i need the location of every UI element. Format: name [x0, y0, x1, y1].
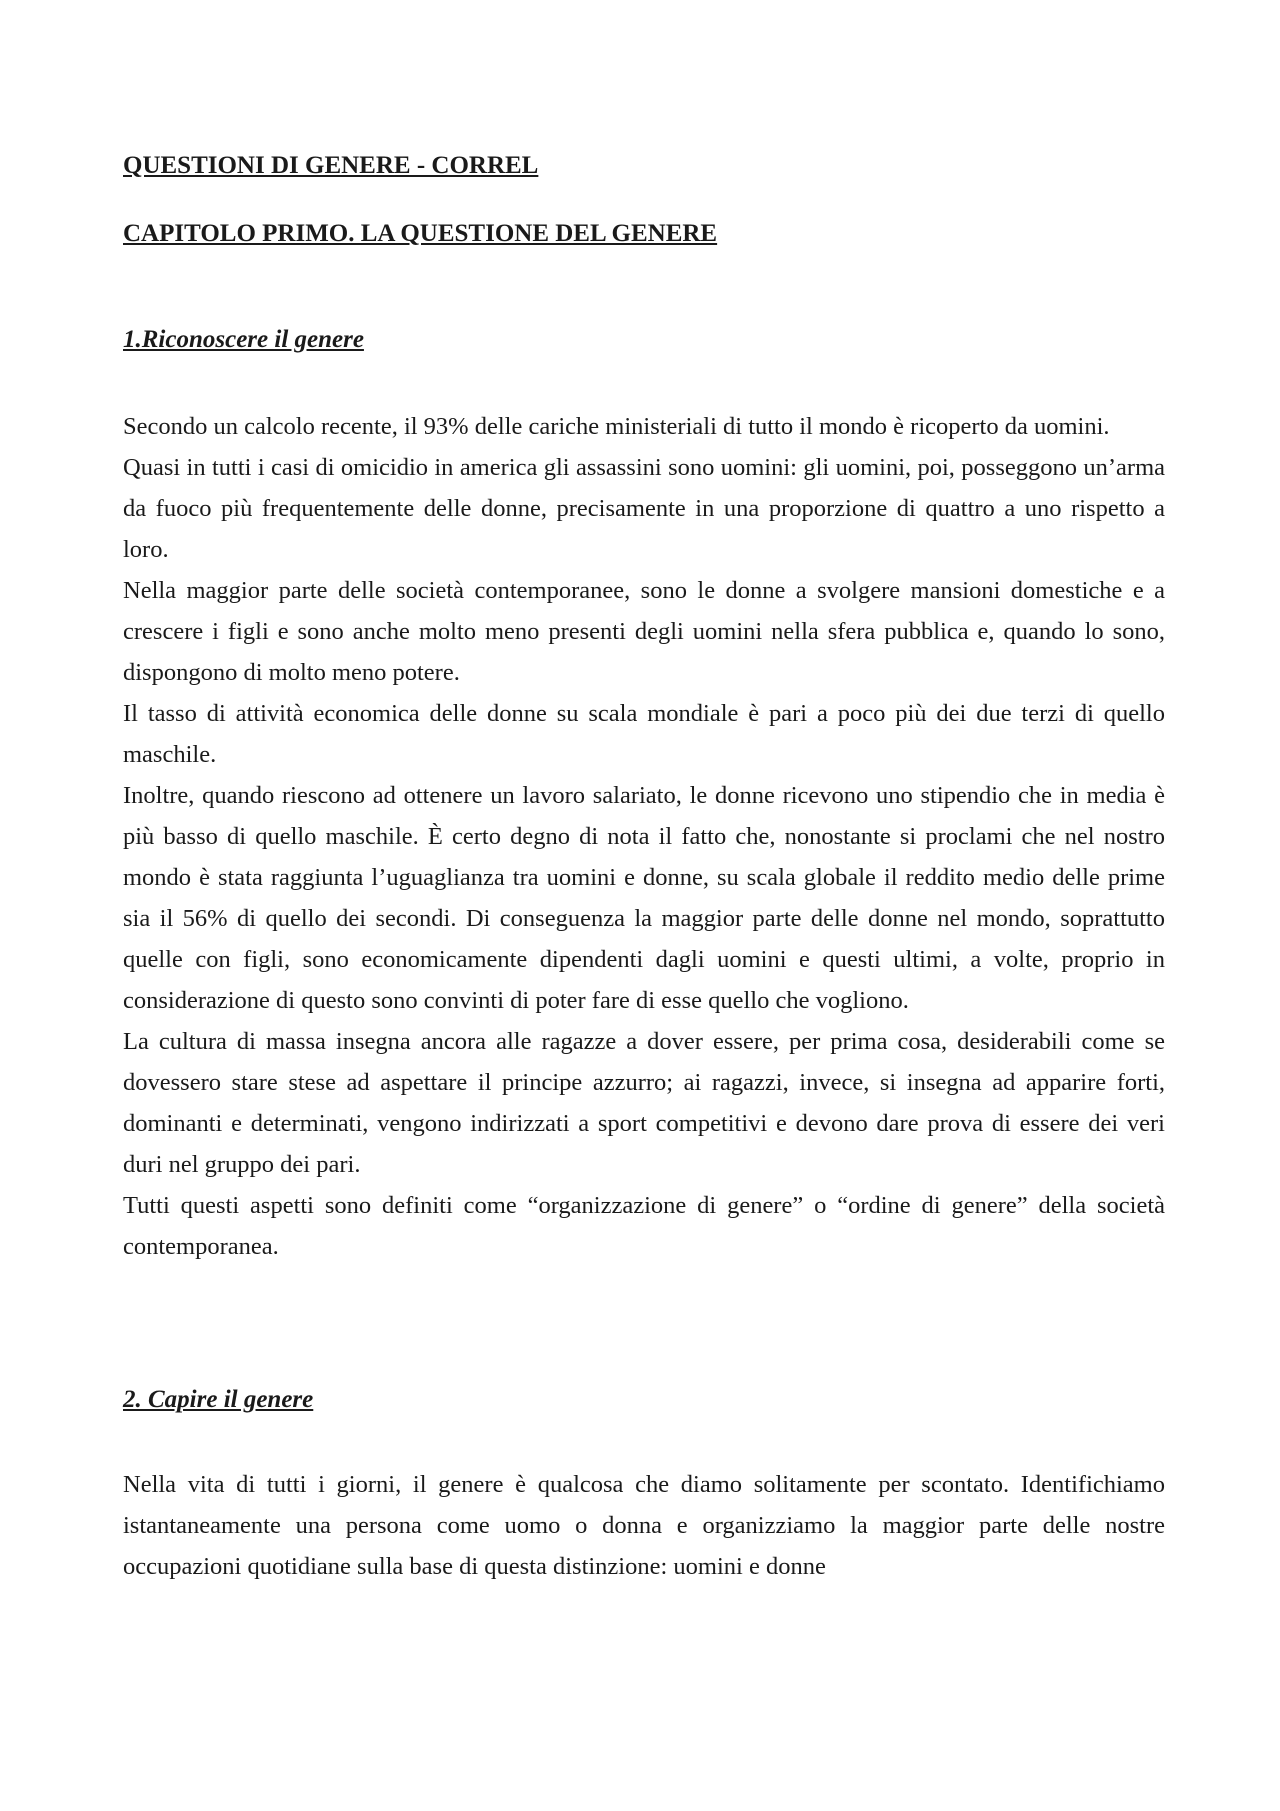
paragraph: Quasi in tutti i casi di omicidio in america gli assassini sono uomini: gli uomini, poi, posseggono un’arma da fuoco più frequentemente delle donne, precisamente in una proporzione di quattro a uno rispetto a loro.: [123, 454, 1165, 563]
paragraph: Il tasso di attività economica delle donne su scala mondiale è pari a poco più dei due terzi di quello maschile.: [123, 700, 1165, 768]
document-page: [123, 150, 1165, 1587]
section-1-body: [123, 406, 1165, 1267]
section-1-heading: 1.Riconoscere il genere: [123, 326, 364, 353]
paragraph: Nella maggior parte delle società contemporanee, sono le donne a svolgere mansioni domestiche e a crescere i figli e sono anche molto meno presenti degli uomini nella sfera pubblica e, quando lo sono, dispongono di molto meno potere.: [123, 577, 1165, 686]
section-2-heading: 2. Capire il genere: [123, 1386, 314, 1413]
document-title: QUESTIONI DI GENERE - CORREL: [123, 152, 539, 179]
chapter-title: CAPITOLO PRIMO. LA QUESTIONE DEL GENERE: [123, 220, 718, 247]
paragraph: Secondo un calcolo recente, il 93% delle cariche ministeriali di tutto il mondo è ricoperto da uomini.: [123, 413, 1110, 440]
paragraph: Tutti questi aspetti sono definiti come “organizzazione di genere” o “ordine di genere” della società contemporanea.: [123, 1192, 1165, 1260]
section-2-body: [123, 1464, 1165, 1587]
paragraph: Inoltre, quando riescono ad ottenere un lavoro salariato, le donne ricevono uno stipendio che in media è più basso di quello maschile. È certo degno di nota il fatto che, nonostante si proclami che nel nostro mondo è stata raggiunta l’uguaglianza tra uomini e donne, su scala globale il reddito medio delle prime sia il 56% di quello dei secondi. Di conseguenza la maggior parte delle donne nel mondo, soprattutto quelle con figli, sono economicamente dipendenti dagli uomini e questi ultimi, a volte, proprio in considerazione di questo sono convinti di poter fare di esse quello che vogliono.: [123, 782, 1165, 1014]
paragraph: Nella vita di tutti i giorni, il genere è qualcosa che diamo solitamente per scontato. Identifichiamo istantaneamente una persona come uomo o donna e organizziamo la maggior parte delle nostre occupazioni quotidiane sulla base di questa distinzione: uomini e donne: [123, 1471, 1165, 1580]
paragraph: La cultura di massa insegna ancora alle ragazze a dover essere, per prima cosa, desiderabili come se dovessero stare stese ad aspettare il principe azzurro; ai ragazzi, invece, si insegna ad apparire forti, dominanti e determinati, vengono indirizzati a sport competitivi e devono dare prova di essere dei veri duri nel gruppo dei pari.: [123, 1028, 1165, 1178]
